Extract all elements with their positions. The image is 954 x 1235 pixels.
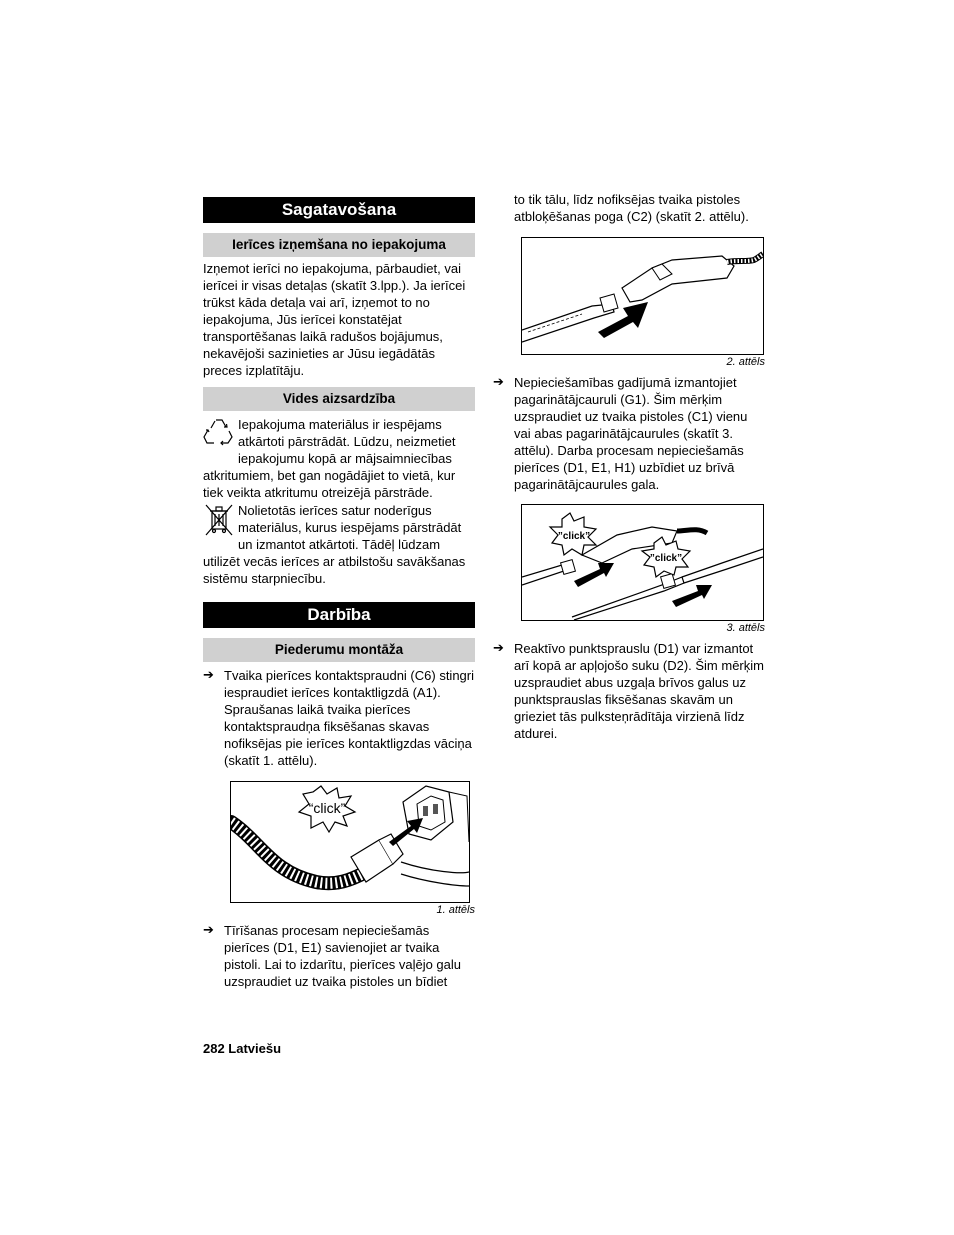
figure-2 <box>521 237 764 355</box>
figure-3-caption: 3. attēls <box>726 622 765 634</box>
figure-1-caption: 1. attēls <box>436 904 475 916</box>
recycle-block <box>203 416 475 501</box>
left-column <box>203 197 475 990</box>
crossed-bin-icon <box>203 502 237 538</box>
arrow-right-icon: ➔ <box>493 375 504 390</box>
figure-3 <box>521 504 764 621</box>
fig3-click-label-b: ”click” <box>649 553 683 564</box>
arrow-right-icon: ➔ <box>203 923 214 938</box>
figure-1 <box>230 781 470 903</box>
disposal-block <box>203 502 475 587</box>
disposal-paragraph: Nolietotās ierīces satur noderīgus materiālus, kurus iespējams pārstrādāt un izmantot atkārtoti. Tādēļ lūdzam utilizēt vecās ierīces ar atbilstošu savākšanas sistēmu starpniecību. <box>203 503 466 586</box>
bullet-item <box>493 374 765 493</box>
arrow-right-icon: ➔ <box>493 641 504 656</box>
bullet-item <box>203 667 475 769</box>
fig1-click-label: “click” <box>308 800 346 816</box>
page-footer: 282 Latviešu <box>203 1041 282 1056</box>
figure-2-caption: 2. attēls <box>726 356 765 368</box>
bullet-item <box>493 640 765 742</box>
bullet-text: Nepieciešamības gadījumā izmantojiet pagarinātājcauruli (G1). Šim mērķim uzspraudiet uz tvaika pistoles (C1) vienu vai abas pagarinātājcaurules (skatīt 3. attēlu). Darba procesam nepieciešamās pierīces (D1, E1, H1) uzbīdiet uz brīvā pagarinātājcaurules gala. <box>514 375 748 492</box>
bullet-item <box>203 922 475 990</box>
recycle-icon <box>203 416 237 452</box>
subheading-accessories: Piederumu montāža <box>203 638 475 662</box>
unpacking-paragraph: Izņemot ierīci no iepakojuma, pārbaudiet, vai ierīcei ir visas detaļas (skatīt 3.lpp.). Ja ierīcei trūkst kāda detaļa vai arī, izņemot to no iepakojuma, Jūs ierīcei konstatējat transportēšanas laikā radušos bojājumus, nekavējoši sazinieties ar Jūsu iegādātās preces izplatītāju. <box>203 261 466 378</box>
heading-preparation: Sagatavošana <box>203 197 475 223</box>
arrow-right-icon: ➔ <box>203 668 214 683</box>
fig3-click-label-a: ”click” <box>557 531 591 542</box>
right-column <box>493 191 765 742</box>
continued-paragraph: to tik tālu, līdz nofiksējas tvaika pistoles atbloķēšanas poga (C2) (skatīt 2. attēlu). <box>514 192 749 224</box>
bullet-text: Reaktīvo punktsprauslu (D1) var izmantot arī kopā ar apļojošo suku (D2). Šim mērķim uzspraudiet abus uzgaļa brīvos galus uz punktsprauslas fiksēšanas skavām un grieziet tās pulksteņrādītāja virzienā līdz atdurei. <box>514 641 764 741</box>
bullet-text: Tvaika pierīces kontaktspraudni (C6) stingri iespraudiet ierīces kontaktligzdā (A1). Spraušanas laikā tvaika pierīces kontaktspraudņa fiksēšanas skavas nofiksējas pie ierīces kontaktligzdas vāciņa (skatīt 1. attēlu). <box>224 668 474 768</box>
recycle-paragraph: Iepakojuma materiālus ir iespējams atkārtoti pārstrādāt. Lūdzu, neizmetiet iepakojumu kopā ar mājsaimniecības atkritumiem, bet gan nogādājiet to vietā, kur tiek veikta atkritumu otreizējā pārstrāde. <box>203 417 456 500</box>
subheading-unpacking: Ierīces izņemšana no iepakojuma <box>203 233 475 257</box>
heading-operation: Darbība <box>203 602 475 628</box>
subheading-environment: Vides aizsardzība <box>203 387 475 411</box>
bullet-text: Tīrīšanas procesam nepieciešamās pierīces (D1, E1) savienojiet ar tvaika pistoli. Lai to izdarītu, pierīces vaļējo galu uzspraudiet uz tvaika pistoles un bīdiet <box>224 923 462 989</box>
